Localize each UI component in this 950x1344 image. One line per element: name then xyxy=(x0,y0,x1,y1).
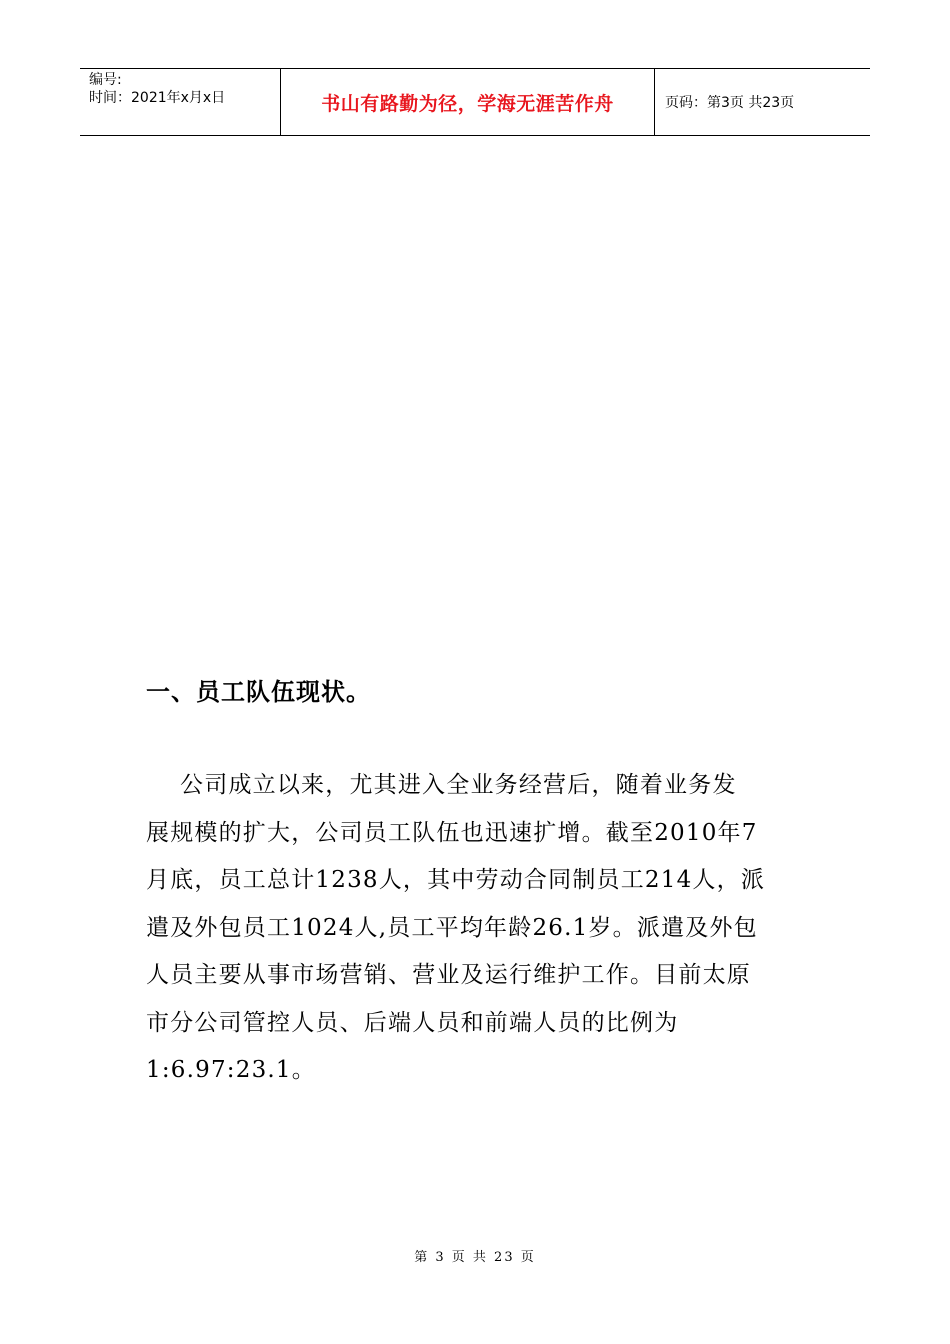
paragraph-line: 市分公司管控人员、后端人员和前端人员的比例为 xyxy=(146,1009,679,1036)
paragraph-line: 人员主要从事市场营销、营业及运行维护工作。目前太原 xyxy=(146,962,751,988)
paragraph-line: 展规模的扩大，公司员工队伍也迅速扩增。截至2010年7 xyxy=(146,819,758,846)
section-heading: 一、员工队伍现状。 xyxy=(146,678,371,706)
page-footer: 第 3 页 共 23 页 xyxy=(414,1250,536,1265)
document-number-label: 编号: xyxy=(89,72,122,88)
header-meta-cell xyxy=(80,69,281,135)
body-paragraph xyxy=(146,762,806,1095)
document-date: 时间：2021年x月x日 xyxy=(89,90,226,106)
paragraph-line: 公司成立以来，尤其进入全业务经营后，随着业务发 xyxy=(146,772,737,798)
page-header-table xyxy=(80,68,870,136)
header-page-info: 页码：第3页 共23页 xyxy=(665,95,795,111)
paragraph-line: 遣及外包员工1024人,员工平均年龄26.1岁。派遣及外包 xyxy=(146,914,758,941)
paragraph-line: 月底，员工总计1238人，其中劳动合同制员工214人，派 xyxy=(146,867,766,893)
paragraph-line: 1:6.97:23.1。 xyxy=(146,1057,316,1083)
header-motto: 书山有路勤为径，学海无涯苦作舟 xyxy=(281,69,655,135)
